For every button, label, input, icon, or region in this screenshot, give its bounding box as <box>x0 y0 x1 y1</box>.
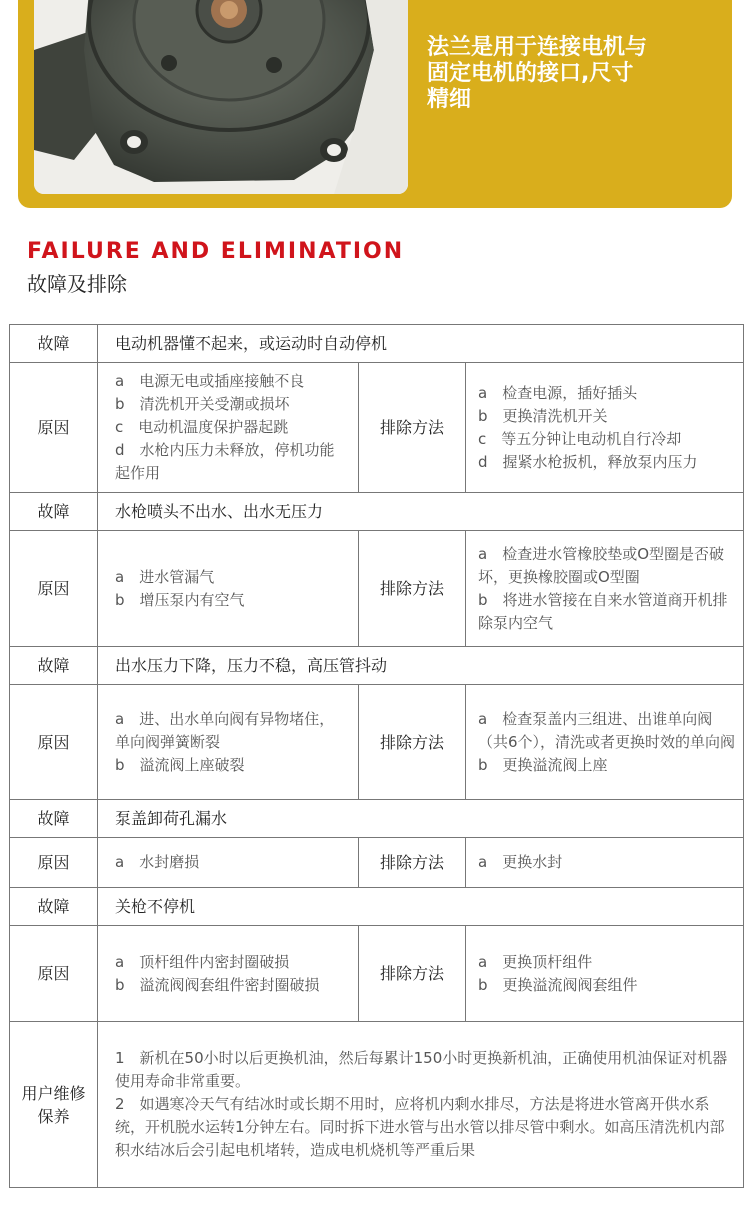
cause-row <box>10 363 744 493</box>
cause-item: b 溢流阀上座破裂 <box>115 755 245 774</box>
fault-title: 出水压力下降，压力不稳，高压管抖动 <box>98 647 744 685</box>
maintenance-row <box>10 1022 744 1188</box>
fix-item: a 检查泵盖内三组进、出谁单向阀（共6个），清洗或者更换时效的单向阀 <box>478 709 736 751</box>
cause-item: a 顶杆组件内密封圈破损 <box>115 952 290 971</box>
fault-label: 故障 <box>10 800 98 838</box>
banner-line: 精细 <box>427 87 472 112</box>
motor-flange-image <box>34 0 408 194</box>
fault-title: 水枪喷头不出水、出水无压力 <box>98 493 744 531</box>
cause-label: 原因 <box>10 838 98 888</box>
cause-item: a 进水管漏气 <box>115 567 215 586</box>
cause-item: b 增压泵内有空气 <box>115 590 245 609</box>
fix-label: 排除方法 <box>359 838 466 888</box>
fix-list <box>466 531 744 647</box>
fix-list <box>466 838 744 888</box>
fix-item: a 检查进水管橡胶垫或O型圈是否破坏，更换橡胶圈或O型圈 <box>478 544 725 586</box>
fix-label: 排除方法 <box>359 531 466 647</box>
cause-list <box>98 685 359 800</box>
fault-label: 故障 <box>10 888 98 926</box>
cause-item: a 水封磨损 <box>115 853 200 871</box>
fault-label: 故障 <box>10 325 98 363</box>
fix-item: c 等五分钟让电动机自行冷却 <box>478 429 682 448</box>
fault-table <box>9 324 744 1188</box>
fault-title: 电动机器懂不起来，或运动时自动停机 <box>98 325 744 363</box>
cause-list <box>98 363 359 493</box>
cause-row <box>10 531 744 647</box>
fix-item: b 将进水管接在自来水管道商开机排除泵内空气 <box>478 590 728 632</box>
fix-item: b 更换溢流阀阀套组件 <box>478 975 638 994</box>
maintenance-text <box>98 1022 744 1188</box>
fix-item: b 更换溢流阀上座 <box>478 755 608 774</box>
cause-list <box>98 531 359 647</box>
cause-label: 原因 <box>10 531 98 647</box>
section-title-en: FAILURE AND ELIMINATION <box>27 239 405 264</box>
fix-list <box>466 926 744 1022</box>
fix-label: 排除方法 <box>359 685 466 800</box>
fix-list <box>466 685 744 800</box>
fix-item: b 更换清洗机开关 <box>478 406 608 425</box>
fix-list <box>466 363 744 493</box>
fix-item: a 检查电源，插好插头 <box>478 383 638 402</box>
maintenance-item: 1 新机在50小时以后更换机油，然后每累计150小时更换新机油，正确使用机油保证对机器使用寿命非常重要。 <box>115 1049 728 1090</box>
cause-item: d 水枪内压力未释放，停机功能起作用 <box>115 441 335 482</box>
cause-item: b 溢流阀阀套组件密封圈破损 <box>115 975 320 994</box>
banner-line: 法兰是用于连接电机与 <box>427 35 648 60</box>
fix-item: a 更换水封 <box>478 853 563 871</box>
fault-row <box>10 647 744 685</box>
flange-photo <box>34 0 408 194</box>
fix-item: a 更换顶杆组件 <box>478 952 593 971</box>
maintenance-item: 2 如遇寒冷天气有结冰时或长期不用时，应将机内剩水排尽，方法是将进水管离开供水系统，开机脱水运转1分钟左右。同时拆下进水管与出水管以排尽管中剩水。如高压清洗机内部积水结冰后会引起电机堵转，造成电机烧机等严重后果 <box>115 1095 725 1159</box>
fix-label: 排除方法 <box>359 363 466 493</box>
fault-row <box>10 325 744 363</box>
fault-row <box>10 493 744 531</box>
cause-row <box>10 926 744 1022</box>
cause-label: 原因 <box>10 926 98 1022</box>
fault-row <box>10 800 744 838</box>
cause-item: c 电动机温度保护器起跳 <box>115 418 289 436</box>
cause-item: a 进、出水单向阀有异物堵住，单向阀弹簧断裂 <box>115 709 335 751</box>
fault-title: 泵盖卸荷孔漏水 <box>98 800 744 838</box>
cause-item: b 清洗机开关受潮或损坏 <box>115 395 290 413</box>
cause-row <box>10 685 744 800</box>
cause-label: 原因 <box>10 685 98 800</box>
fix-label: 排除方法 <box>359 926 466 1022</box>
fault-title: 关枪不停机 <box>98 888 744 926</box>
section-title-cn: 故障及排除 <box>27 272 127 296</box>
cause-list <box>98 926 359 1022</box>
banner-description <box>427 35 717 113</box>
fault-label: 故障 <box>10 647 98 685</box>
cause-label: 原因 <box>10 363 98 493</box>
banner-line: 固定电机的接口,尺寸 <box>427 61 634 86</box>
cause-row <box>10 838 744 888</box>
fault-label: 故障 <box>10 493 98 531</box>
fault-row <box>10 888 744 926</box>
cause-item: a 电源无电或插座接触不良 <box>115 372 305 390</box>
cause-list <box>98 838 359 888</box>
maintenance-label: 用户维修保养 <box>10 1022 98 1188</box>
fix-item: d 握紧水枪扳机，释放泵内压力 <box>478 452 698 471</box>
